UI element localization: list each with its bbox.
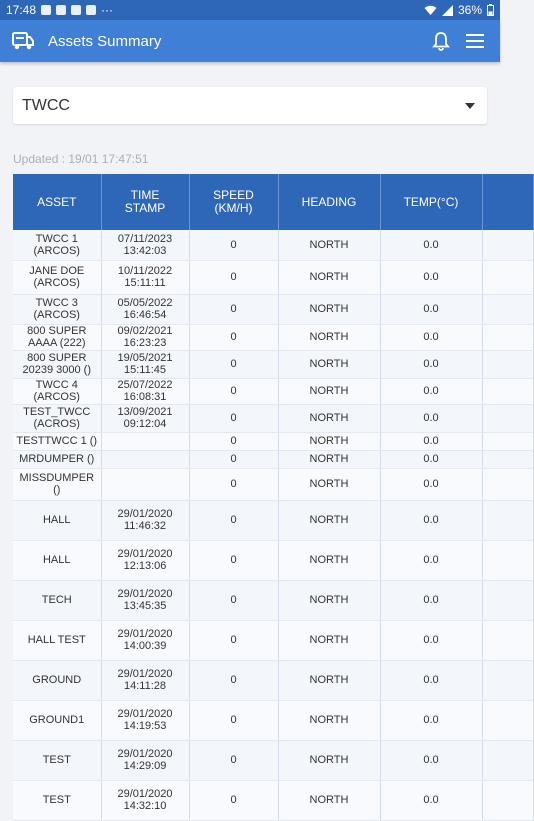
timestamp-cell-text: 19/05/2021: [117, 352, 173, 364]
speed-cell: [189, 580, 278, 620]
heading-cell-text: NORTH: [309, 303, 349, 315]
timestamp-cell: [101, 620, 189, 660]
group-select-value: TWCC: [22, 96, 70, 114]
timestamp-cell: [101, 404, 189, 432]
status-bar-left: [6, 3, 113, 17]
asset-cell: [13, 660, 101, 700]
asset-cell-text: TECH: [41, 594, 72, 606]
extra-cell: [482, 700, 533, 740]
notification-icon: [41, 5, 51, 15]
table-row[interactable]: [13, 324, 533, 350]
heading-cell: [278, 260, 380, 294]
temp-cell: [380, 230, 482, 260]
asset-cell-text: TEST: [42, 794, 71, 806]
timestamp-cell-text: 29/01/2020: [117, 548, 173, 560]
timestamp-cell-text: 25/07/2022: [117, 379, 173, 391]
timestamp-cell-text: 09:12:04: [123, 418, 167, 430]
timestamp-cell: [101, 660, 189, 700]
heading-cell-text: NORTH: [309, 714, 349, 726]
timestamp-cell-text: 29/01/2020: [117, 588, 173, 600]
notifications-button[interactable]: [428, 28, 454, 54]
asset-cell: [13, 450, 101, 468]
speed-cell: [189, 432, 278, 450]
dropdown-arrow-icon: [465, 103, 475, 109]
table-row[interactable]: [13, 260, 533, 294]
heading-cell-text: NORTH: [309, 554, 349, 566]
table-row[interactable]: [13, 432, 533, 450]
temp-cell-text: 0.0: [423, 238, 439, 251]
speed-cell-text: 0: [230, 634, 237, 646]
temp-cell-text: 0.0: [423, 594, 439, 606]
group-select[interactable]: [13, 87, 487, 124]
asset-cell-text: 800 SUPER: [27, 325, 87, 337]
timestamp-cell-text: 14:00:39: [123, 640, 167, 652]
table-row[interactable]: [13, 404, 533, 432]
asset-cell-text: MRDUMPER (): [19, 453, 95, 465]
timestamp-cell-text: 14:32:10: [123, 800, 167, 812]
table-row[interactable]: [13, 620, 533, 660]
speed-cell: [189, 740, 278, 780]
temp-cell: [380, 700, 482, 740]
column-header-heading[interactable]: HEADING: [278, 174, 380, 230]
heading-cell: [278, 432, 380, 450]
speed-cell-text: 0: [230, 435, 237, 447]
temp-cell-text: 0.0: [423, 754, 439, 766]
heading-cell-text: NORTH: [309, 412, 349, 424]
heading-cell-text: NORTH: [309, 271, 349, 283]
temp-cell-text: 0.0: [423, 412, 439, 424]
asset-cell: [13, 404, 101, 432]
temp-cell-text: 0.0: [423, 453, 439, 465]
asset-cell: [13, 294, 101, 324]
asset-cell-text: TESTTWCC 1 (): [16, 435, 98, 447]
extra-cell: [482, 468, 533, 500]
temp-cell: [380, 468, 482, 500]
heading-cell: [278, 700, 380, 740]
extra-cell: [482, 230, 533, 260]
assets-table-container[interactable]: [13, 174, 500, 812]
timestamp-cell: [101, 432, 189, 450]
extra-cell: [482, 324, 533, 350]
gallery-icon: [86, 5, 96, 15]
asset-cell-text: TWCC 4: [35, 379, 78, 391]
heading-cell: [278, 620, 380, 660]
temp-cell-text: 0.0: [423, 554, 439, 566]
column-header-temp[interactable]: TEMP(°C): [380, 174, 482, 230]
extra-cell: [482, 780, 533, 820]
heading-cell-text: NORTH: [309, 674, 349, 686]
updated-timestamp: Updated : 19/01 17:47:51: [13, 152, 149, 166]
timestamp-cell: [101, 780, 189, 820]
extra-cell: [482, 432, 533, 450]
speed-cell: [189, 260, 278, 294]
timestamp-cell: [101, 294, 189, 324]
heading-cell: [278, 450, 380, 468]
status-bar-right: [424, 3, 494, 17]
asset-cell: [13, 700, 101, 740]
more-notifications-icon: ···: [101, 3, 114, 17]
speed-cell-text: 0: [230, 674, 237, 686]
timestamp-cell-text: 05/05/2022: [117, 297, 173, 309]
extra-cell: [482, 540, 533, 580]
menu-button[interactable]: [462, 28, 488, 54]
timestamp-cell: [101, 378, 189, 404]
table-row[interactable]: [13, 580, 533, 620]
heading-cell-text: NORTH: [309, 435, 349, 447]
app-bar: [0, 20, 500, 62]
speed-cell: [189, 500, 278, 540]
speed-cell: [189, 468, 278, 500]
temp-cell: [380, 324, 482, 350]
heading-cell: [278, 500, 380, 540]
heading-cell-text: NORTH: [309, 794, 349, 806]
table-row[interactable]: [13, 378, 533, 404]
asset-cell-text: 800 SUPER: [27, 352, 87, 364]
timestamp-cell-text: 29/01/2020: [117, 708, 173, 720]
timestamp-cell-text: 13/09/2021: [117, 406, 173, 418]
timestamp-cell-text: 15:11:45: [123, 364, 166, 376]
temp-cell-text: 0.0: [423, 303, 439, 315]
timestamp-cell-text: 14:11:28: [123, 680, 166, 692]
asset-cell: [13, 620, 101, 660]
heading-cell: [278, 378, 380, 404]
table-row[interactable]: [13, 294, 533, 324]
speed-cell-text: 0: [230, 514, 237, 526]
wifi-icon: [424, 5, 437, 16]
temp-cell: [380, 294, 482, 324]
timestamp-cell-text: 14:19:53: [123, 720, 167, 732]
table-row[interactable]: [13, 700, 533, 740]
speed-cell-text: 0: [230, 238, 237, 251]
heading-cell-text: NORTH: [309, 514, 349, 526]
app-icon: [71, 5, 81, 15]
speed-cell-text: 0: [230, 271, 237, 283]
table-row[interactable]: [13, 468, 533, 500]
table-row[interactable]: [13, 450, 533, 468]
timestamp-cell-text: 15:11:11: [124, 277, 166, 289]
speed-cell-text: 0: [230, 358, 237, 370]
temp-cell-text: 0.0: [423, 331, 439, 343]
asset-cell-text: TWCC 3: [35, 297, 78, 309]
timestamp-cell-text: 09/02/2021: [117, 325, 173, 337]
column-header-asset[interactable]: ASSET: [13, 174, 101, 230]
asset-cell-text: (ACROS): [33, 418, 80, 430]
table-row[interactable]: [13, 540, 533, 580]
speed-cell: [189, 450, 278, 468]
table-row[interactable]: [13, 230, 533, 260]
heading-cell: [278, 740, 380, 780]
timestamp-cell-text: 13:42:03: [123, 244, 167, 257]
temp-cell-text: 0.0: [423, 358, 439, 370]
table-row[interactable]: [13, 350, 533, 378]
temp-cell: [380, 660, 482, 700]
timestamp-cell-text: 29/01/2020: [117, 748, 173, 760]
speed-cell: [189, 620, 278, 660]
speed-cell: [189, 780, 278, 820]
asset-cell-text: HALL: [42, 554, 71, 566]
truck-icon: [12, 31, 34, 51]
asset-cell: [13, 740, 101, 780]
speed-cell: [189, 660, 278, 700]
speed-cell: [189, 230, 278, 260]
asset-cell-text: (ARCOS): [33, 277, 80, 289]
asset-cell: [13, 580, 101, 620]
heading-cell: [278, 350, 380, 378]
timestamp-cell: [101, 580, 189, 620]
timestamp-cell-text: 12:13:06: [123, 560, 167, 572]
timestamp-cell-text: 29/01/2020: [117, 788, 173, 800]
temp-cell-text: 0.0: [423, 385, 439, 397]
speed-cell: [189, 324, 278, 350]
asset-cell-text: (ARCOS): [33, 391, 80, 403]
asset-cell: [13, 260, 101, 294]
table-row[interactable]: [13, 500, 533, 540]
timestamp-cell: [101, 350, 189, 378]
table-row[interactable]: [13, 780, 533, 820]
timestamp-cell: [101, 450, 189, 468]
speed-cell: [189, 404, 278, 432]
heading-cell: [278, 404, 380, 432]
speed-cell: [189, 540, 278, 580]
menu-icon: [466, 33, 484, 49]
asset-cell-text: AAAA (222): [28, 337, 86, 349]
temp-cell-text: 0.0: [423, 271, 439, 283]
temp-cell: [380, 500, 482, 540]
timestamp-cell-text: 29/01/2020: [117, 668, 173, 680]
extra-cell: [482, 350, 533, 378]
speed-cell-text: 0: [230, 303, 237, 315]
asset-cell-text: TEST: [42, 754, 71, 766]
speed-cell: [189, 350, 278, 378]
asset-cell-text: (ARCOS): [33, 309, 80, 321]
temp-cell: [380, 780, 482, 820]
column-header-time-stamp[interactable]: TIME STAMP: [101, 174, 189, 230]
battery-icon: [487, 4, 494, 16]
timestamp-cell: [101, 740, 189, 780]
heading-cell: [278, 324, 380, 350]
temp-cell-text: 0.0: [423, 714, 439, 726]
signal-icon: [442, 5, 453, 16]
extra-cell: [482, 660, 533, 700]
asset-cell: [13, 350, 101, 378]
page-title: Assets Summary: [48, 32, 162, 50]
asset-cell-text: TWCC 1: [35, 232, 78, 245]
temp-cell: [380, 620, 482, 660]
extra-cell: [482, 500, 533, 540]
speed-cell: [189, 700, 278, 740]
timestamp-cell-text: 16:23:23: [123, 337, 167, 349]
temp-cell-text: 0.0: [423, 435, 439, 447]
battery-percent: 36%: [457, 3, 482, 17]
heading-cell: [278, 294, 380, 324]
asset-cell: [13, 432, 101, 450]
timestamp-cell-text: 16:46:54: [123, 309, 167, 321]
heading-cell-text: NORTH: [309, 754, 349, 766]
asset-cell: [13, 230, 101, 260]
asset-cell: [13, 378, 101, 404]
column-header-extra[interactable]: [482, 174, 533, 230]
speed-cell-text: 0: [230, 554, 237, 566]
extra-cell: [482, 580, 533, 620]
speed-cell-text: 0: [230, 385, 237, 397]
table-row[interactable]: [13, 740, 533, 780]
heading-cell: [278, 468, 380, 500]
timestamp-cell-text: 29/01/2020: [117, 628, 173, 640]
temp-cell: [380, 350, 482, 378]
temp-cell: [380, 260, 482, 294]
heading-cell: [278, 540, 380, 580]
speed-cell-text: 0: [230, 714, 237, 726]
asset-cell: [13, 540, 101, 580]
photo-icon: [56, 5, 66, 15]
speed-cell: [189, 294, 278, 324]
asset-cell-text: HALL: [42, 514, 71, 526]
extra-cell: [482, 740, 533, 780]
timestamp-cell-text: 13:45:35: [123, 600, 167, 612]
timestamp-cell: [101, 700, 189, 740]
asset-cell: [13, 324, 101, 350]
heading-cell-text: NORTH: [309, 358, 349, 370]
assets-table: [13, 174, 534, 821]
asset-cell-text: GROUND1: [29, 714, 85, 726]
timestamp-cell-text: 29/01/2020: [117, 508, 173, 520]
timestamp-cell: [101, 540, 189, 580]
speed-cell-text: 0: [230, 331, 237, 343]
table-row[interactable]: [13, 660, 533, 700]
temp-cell: [380, 404, 482, 432]
status-bar: [0, 0, 500, 20]
speed-cell-text: 0: [230, 412, 237, 424]
asset-cell-text: (ARCOS): [33, 244, 80, 257]
speed-cell-text: 0: [230, 594, 237, 606]
heading-cell: [278, 580, 380, 620]
timestamp-cell: [101, 230, 189, 260]
heading-cell-text: NORTH: [309, 385, 349, 397]
speed-cell-text: 0: [230, 794, 237, 806]
timestamp-cell: [101, 324, 189, 350]
extra-cell: [482, 260, 533, 294]
extra-cell: [482, 294, 533, 324]
heading-cell-text: NORTH: [309, 478, 349, 490]
timestamp-cell: [101, 260, 189, 294]
speed-cell-text: 0: [230, 754, 237, 766]
asset-cell-text: JANE DOE: [29, 265, 85, 277]
heading-cell-text: NORTH: [309, 634, 349, 646]
heading-cell-text: NORTH: [309, 238, 349, 251]
temp-cell: [380, 378, 482, 404]
extra-cell: [482, 620, 533, 660]
heading-cell: [278, 660, 380, 700]
temp-cell: [380, 540, 482, 580]
temp-cell-text: 0.0: [423, 794, 439, 806]
timestamp-cell: [101, 468, 189, 500]
temp-cell-text: 0.0: [423, 674, 439, 686]
extra-cell: [482, 450, 533, 468]
bell-icon: [432, 31, 450, 51]
heading-cell-text: NORTH: [309, 331, 349, 343]
timestamp-cell-text: 10/11/2022: [117, 265, 173, 277]
extra-cell: [482, 378, 533, 404]
temp-cell: [380, 580, 482, 620]
speed-cell-text: 0: [230, 453, 237, 465]
timestamp-cell-text: 07/11/2023: [117, 232, 173, 245]
asset-cell-text: GROUND: [32, 674, 82, 686]
timestamp-cell-text: 11:46:32: [123, 520, 166, 532]
asset-cell-text: (): [53, 484, 61, 496]
column-header-speed[interactable]: SPEED (KM/H): [189, 174, 278, 230]
temp-cell: [380, 740, 482, 780]
temp-cell: [380, 450, 482, 468]
timestamp-cell: [101, 500, 189, 540]
timestamp-cell-text: 14:29:09: [123, 760, 167, 772]
temp-cell-text: 0.0: [423, 514, 439, 526]
heading-cell: [278, 780, 380, 820]
temp-cell-text: 0.0: [423, 478, 439, 490]
asset-cell-text: 20239 3000 (): [22, 364, 91, 376]
extra-cell: [482, 404, 533, 432]
heading-cell-text: NORTH: [309, 453, 349, 465]
speed-cell: [189, 378, 278, 404]
temp-cell-text: 0.0: [423, 634, 439, 646]
asset-cell: [13, 468, 101, 500]
asset-cell: [13, 500, 101, 540]
status-time: 17:48: [6, 3, 37, 17]
timestamp-cell-text: 16:08:31: [123, 391, 167, 403]
speed-cell-text: 0: [230, 478, 237, 490]
asset-cell: [13, 780, 101, 820]
temp-cell: [380, 432, 482, 450]
asset-cell-text: HALL TEST: [27, 634, 86, 646]
heading-cell-text: NORTH: [309, 594, 349, 606]
table-header-row: [13, 174, 533, 230]
asset-cell-text: TEST_TWCC: [23, 406, 91, 418]
asset-cell-text: MISSDUMPER: [19, 472, 95, 484]
heading-cell: [278, 230, 380, 260]
